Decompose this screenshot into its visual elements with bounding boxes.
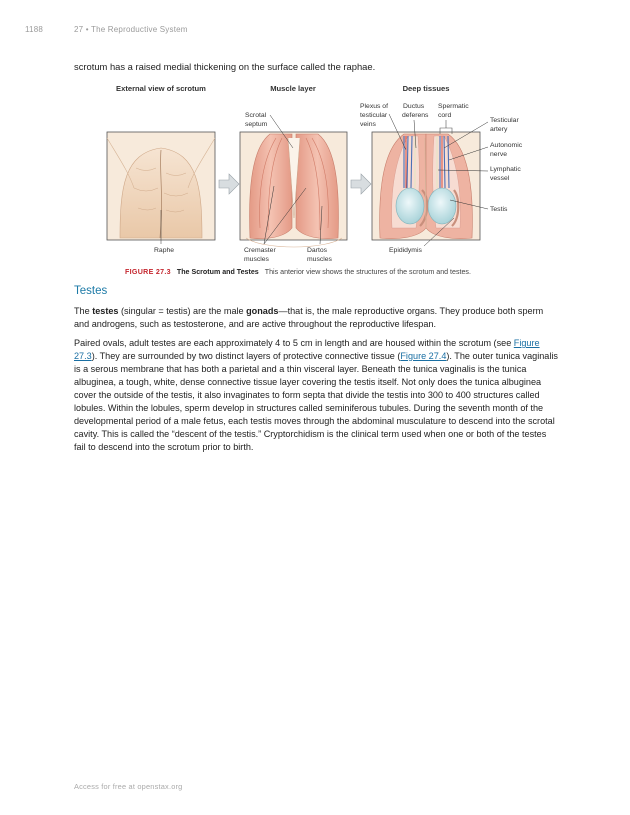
label-ductus-deferens-line2: deferens bbox=[402, 112, 429, 119]
chapter-title: 27 • The Reproductive System bbox=[74, 25, 188, 34]
paragraph-testes-intro bbox=[74, 305, 558, 331]
label-epididymis: Epididymis bbox=[389, 247, 422, 254]
text-run: ). The outer tunica vaginalis is a serous membrane that has both a parietal and a thin visceral layer. Beneath the tunica vaginalis is the tunica albuginea, a tough, white, dense connective tissue layer covering the testis itself. Not only does the tunica albuginea cover the outside of the testis, it also invaginates to form septa that divide the testis into 300 to 400 structures called lobules. Within the lobules, sperm develop in structures called seminiferous tubules. During the seventh month of the developmental period of a male fetus, each testis moves through the abdominal musculature to descend into the scrotal cavity. This is called the “descent of the testis.” Cryptorchidism is the clinical term used when one or both of the testes fail to descend into the scrotum prior to birth. bbox=[74, 351, 558, 452]
label-plexus-line2: testicular bbox=[360, 112, 388, 119]
panel-muscle-layer bbox=[240, 132, 347, 247]
figure-title: The Scrotum and Testes bbox=[176, 268, 259, 276]
label-ductus-deferens: Ductus bbox=[403, 103, 425, 110]
panel-title-external: External view of scrotum bbox=[116, 84, 206, 93]
paragraph-testes-detail bbox=[74, 337, 558, 454]
running-head bbox=[25, 25, 188, 34]
figure-caption bbox=[125, 268, 565, 276]
text-run: —that is, the male reproductive organs. They produce both sperm and androgens, such as testosterone, and are active throughout the reproductive lifespan. bbox=[74, 306, 544, 329]
label-dartos-muscles: Dartos bbox=[307, 247, 328, 254]
section-heading: Testes bbox=[74, 285, 108, 297]
label-plexus: Plexus of bbox=[360, 103, 388, 110]
figure-description: This anterior view shows the structures of the scrotum and testes. bbox=[264, 268, 471, 276]
label-raphe: Raphe bbox=[154, 247, 175, 254]
label-cremaster-muscles-line2: muscles bbox=[244, 256, 269, 263]
intro-text: scrotum has a raised medial thickening on the surface called the raphae. bbox=[74, 61, 376, 72]
label-lymphatic-vessel-line2: vessel bbox=[490, 175, 510, 182]
page-number: 1188 bbox=[25, 25, 44, 34]
label-lymphatic-vessel: Lymphatic bbox=[490, 166, 521, 173]
text-run: (singular = testis) are the male bbox=[118, 306, 247, 316]
label-spermatic-cord-line2: cord bbox=[438, 112, 452, 119]
arrow-icon bbox=[351, 174, 371, 194]
label-testis: Testis bbox=[490, 206, 508, 213]
label-plexus-line3: veins bbox=[360, 121, 376, 128]
label-testicular-artery: Testicular bbox=[490, 117, 519, 124]
term-testes: testes bbox=[92, 306, 119, 316]
label-scrotal-septum: Scrotal bbox=[245, 112, 267, 119]
arrow-icon bbox=[219, 174, 239, 194]
text-run: ). They are surrounded by two distinct layers of protective connective tissue ( bbox=[91, 351, 401, 361]
footer: Access for free at openstax.org bbox=[74, 782, 183, 791]
label-cremaster-muscles: Cremaster bbox=[244, 247, 276, 254]
term-gonads: gonads bbox=[246, 306, 279, 316]
label-scrotal-septum-line2: septum bbox=[245, 121, 268, 128]
label-autonomic-nerve-line2: nerve bbox=[490, 151, 508, 158]
label-testicular-artery-line2: artery bbox=[490, 126, 508, 133]
panel-title-deep: Deep tissues bbox=[402, 84, 450, 93]
link-figure-27-3[interactable]: Figure 27.3 bbox=[74, 338, 540, 361]
figure-27-3 bbox=[74, 78, 564, 268]
label-dartos-muscles-line2: muscles bbox=[307, 256, 332, 263]
panel-title-muscle: Muscle layer bbox=[270, 84, 316, 93]
figure-number: FIGURE 27.3 bbox=[125, 268, 171, 276]
text-run: Paired ovals, adult testes are each approximately 4 to 5 cm in length and are housed within the scrotum (see bbox=[74, 338, 514, 348]
panel-deep-tissues bbox=[372, 128, 480, 240]
label-autonomic-nerve: Autonomic bbox=[490, 142, 523, 149]
text-run: The bbox=[74, 306, 93, 316]
link-figure-27-4[interactable]: Figure 27.4 bbox=[400, 351, 447, 361]
label-spermatic-cord: Spermatic bbox=[438, 103, 469, 110]
